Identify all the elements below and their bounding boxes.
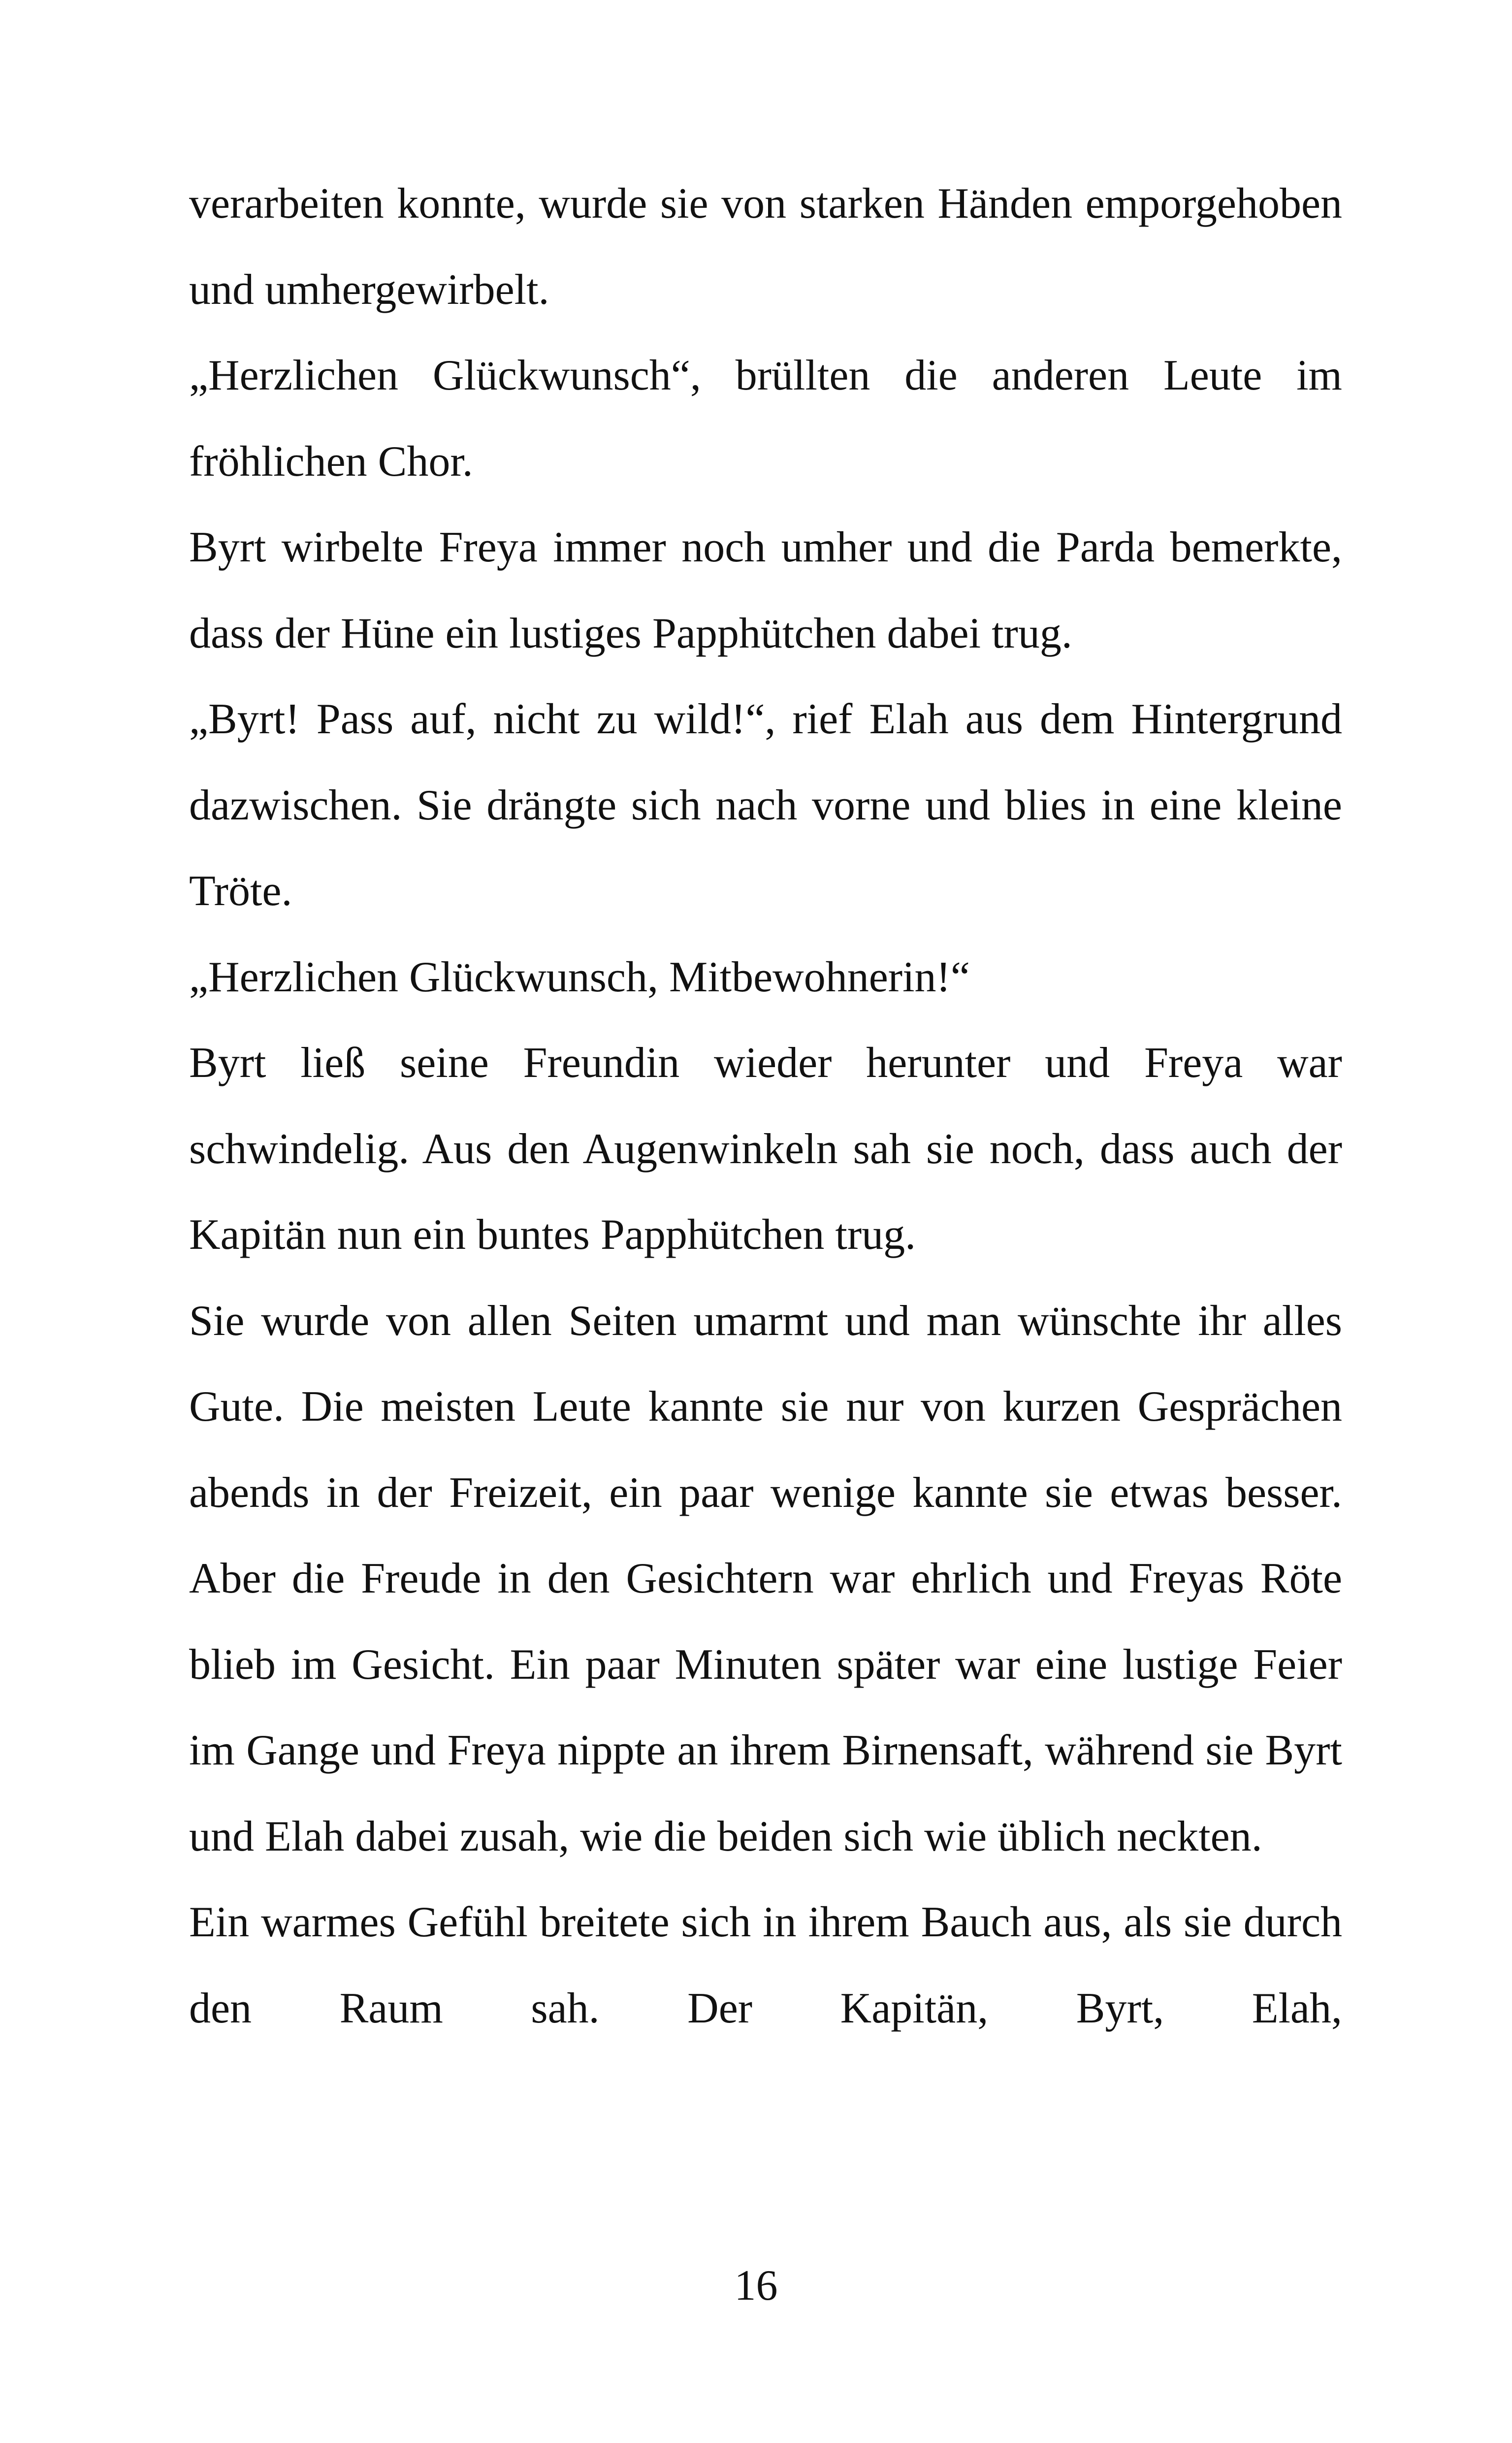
paragraph: „Herzlichen Glückwunsch“, brüllten die anderen Leute im fröhlichen Chor.	[189, 352, 1342, 486]
paragraph: verarbeiten konnte, wurde sie von starken Händen emporgehoben und umhergewirbelt.	[189, 180, 1342, 314]
paragraph: „Herzlichen Glückwunsch, Mitbewohnerin!“	[189, 953, 970, 1001]
paragraph: Byrt ließ seine Freundin wieder herunter und Freya war schwindelig. Aus den Augenwinkeln sah sie noch, dass auch der Kapitän nun ein buntes Papphütchen trug.	[189, 1039, 1342, 1259]
paragraph: Byrt wirbelte Freya immer noch umher und die Parda bemerkte, dass der Hüne ein lustiges Papphütchen dabei trug.	[189, 523, 1342, 657]
paragraph-continued: Ein warmes Gefühl breitete sich in ihrem Bauch aus, als sie durch den Raum sah. Der Kapitän, Byrt, Elah,	[189, 1898, 1342, 2032]
paragraph: Sie wurde von allen Seiten umarmt und man wünschte ihr alles Gute. Die meisten Leute kannte sie nur von kurzen Gesprächen abends in der Freizeit, ein paar wenige kannte sie etwas besser. Aber die Freude in den Gesichtern war ehrlich und Freyas Röte blieb im Gesicht. Ein paar Minuten später war eine lustige Feier im Gange und Freya nippte an ihrem Birnensaft, während sie Byrt und Elah dabei zusah, wie die beiden sich wie üblich neckten.	[189, 1297, 1342, 1860]
page-number: 16	[734, 2262, 778, 2310]
body-text	[189, 161, 1342, 2052]
paragraph: „Byrt! Pass auf, nicht zu wild!“, rief Elah aus dem Hintergrund dazwischen. Sie drängte sich nach vorne und blies in eine kleine Tröte.	[189, 695, 1342, 915]
